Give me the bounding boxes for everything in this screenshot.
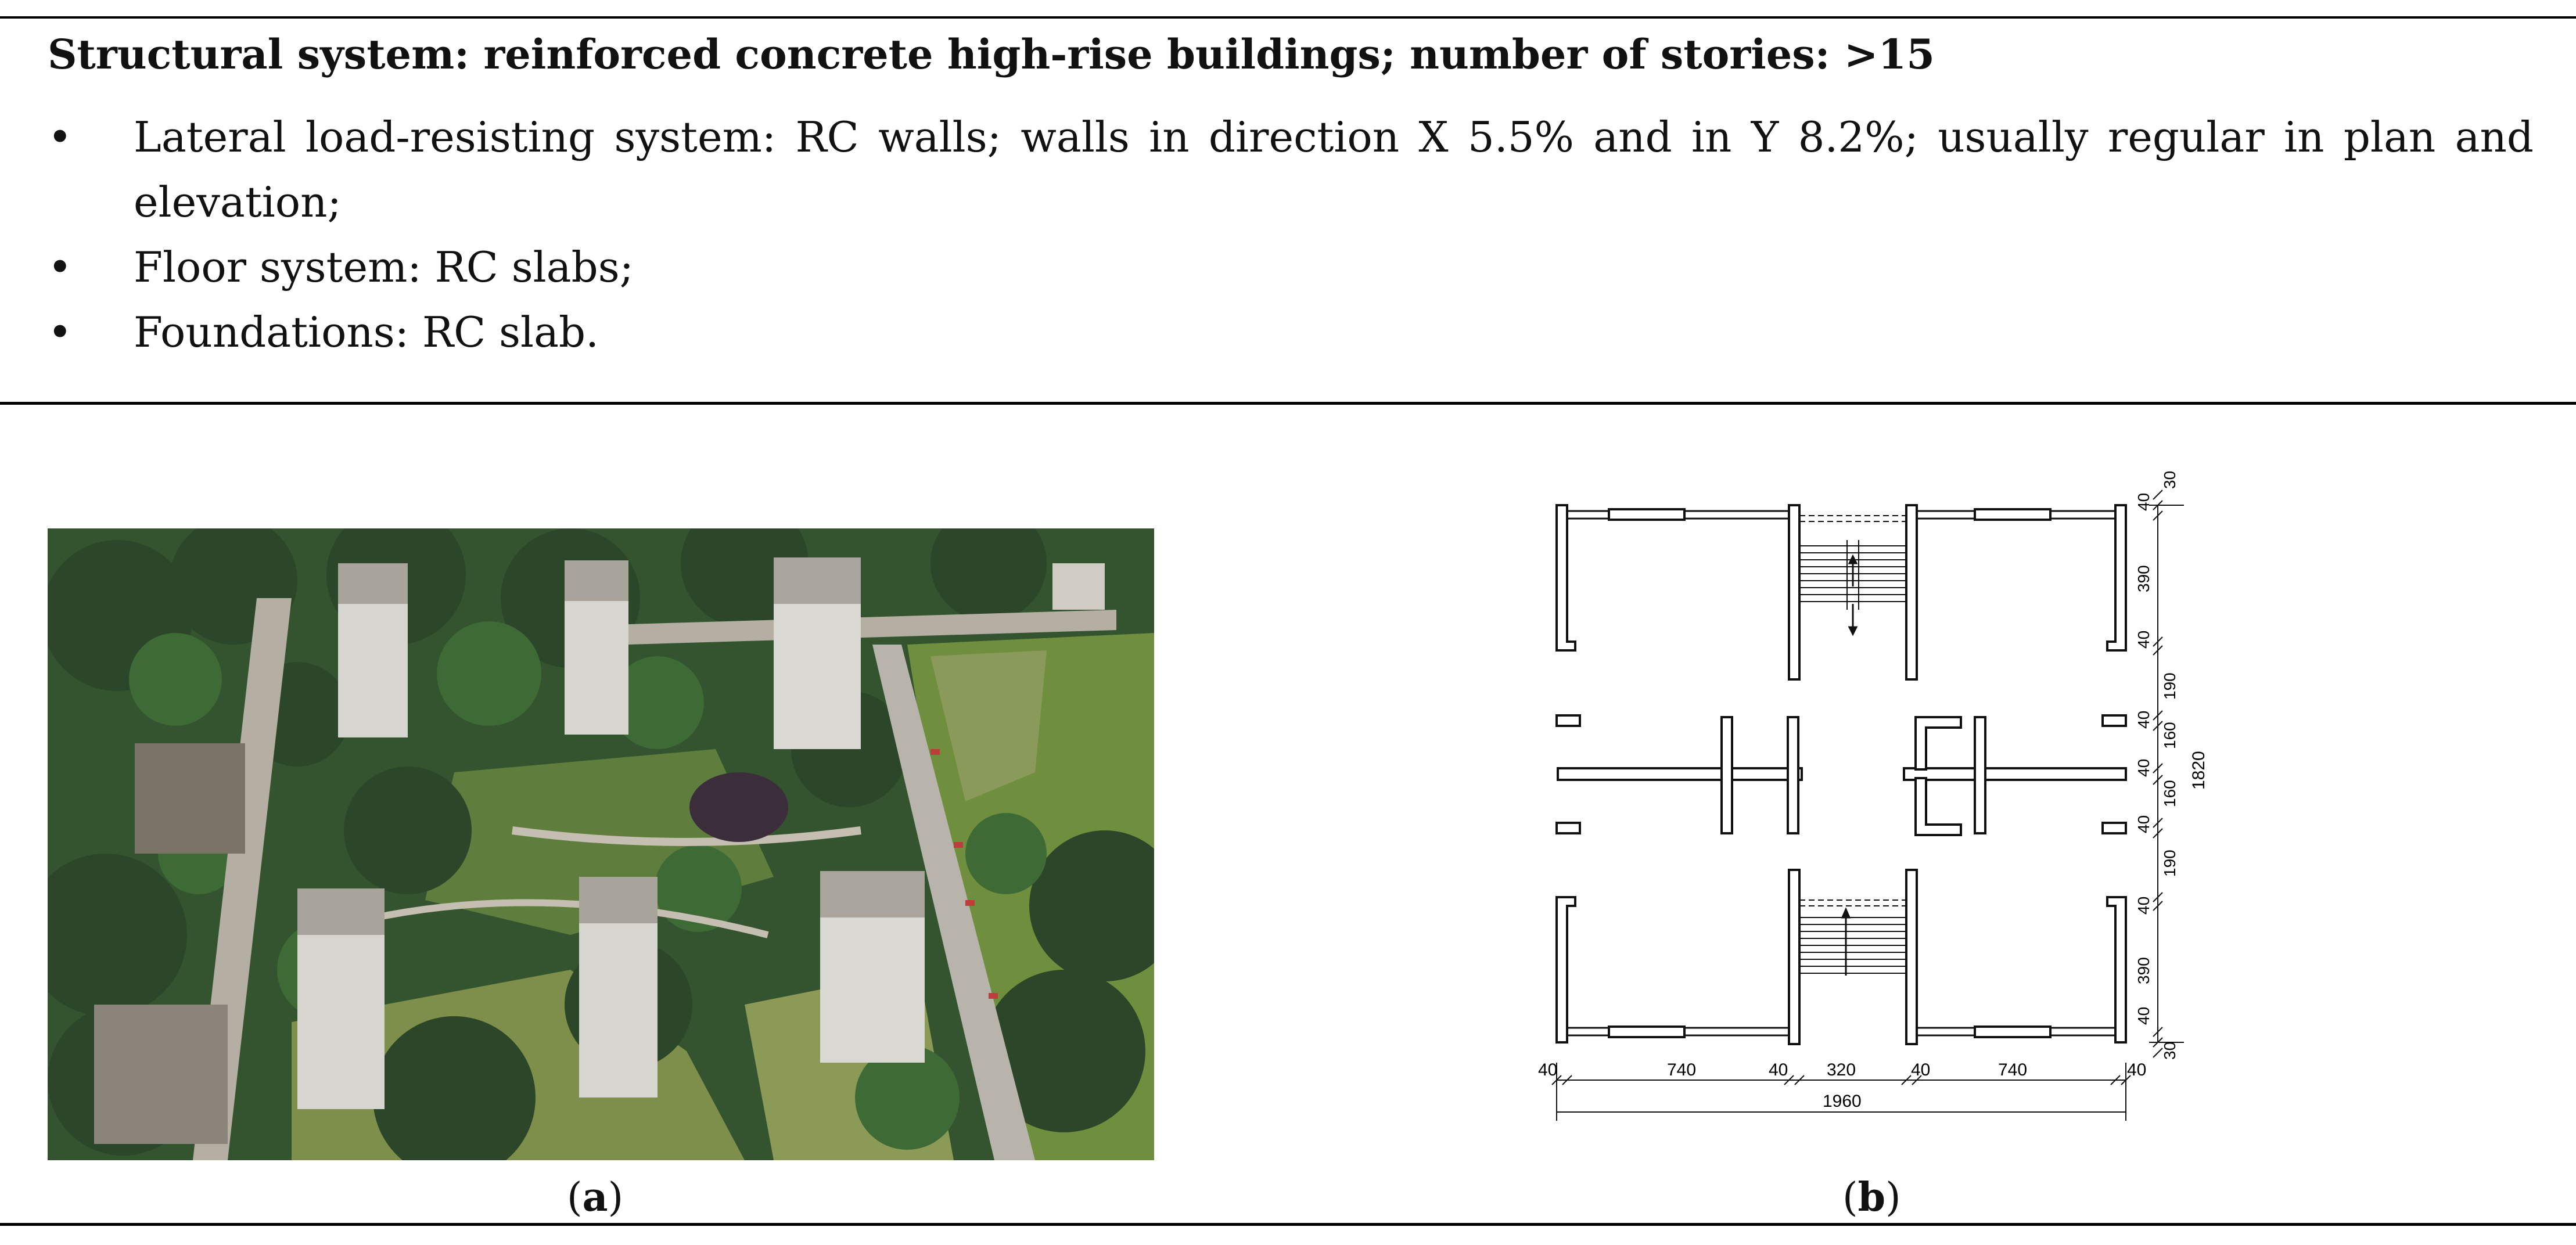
dim-label-right: 190 [2161, 672, 2179, 700]
dim-label-right: 40 [2135, 758, 2153, 777]
dim-label-right: 40 [2135, 815, 2153, 833]
dim-label-right: 190 [2161, 850, 2179, 877]
dim-label-right: 40 [2135, 710, 2153, 729]
dim-label-right: 40 [2135, 492, 2153, 511]
caption-paren-open: ( [567, 1175, 583, 1221]
dim-tick [2153, 490, 2162, 499]
caption-b-label: b [1858, 1174, 1886, 1221]
dim-label-right: 390 [2135, 957, 2153, 984]
dim-label-right: 160 [2161, 780, 2179, 807]
middle-rule [0, 402, 2576, 405]
dim-label-bottom: 40 [1769, 1060, 1788, 1080]
dim-label-right: 30 [2161, 470, 2179, 489]
dim-label-right: 160 [2161, 722, 2179, 749]
caption-paren-open: ( [1842, 1175, 1858, 1221]
dim-label-total-width: 1960 [1823, 1092, 1862, 1111]
dim-label-right: 40 [2135, 1006, 2153, 1025]
caption-a [567, 1174, 623, 1221]
structural-system-heading: Structural system: reinforced concrete high-rise buildings; number of stories: >15 [48, 30, 1935, 78]
dim-label-bottom: 740 [1998, 1060, 2028, 1080]
property-list [48, 105, 2534, 365]
list-item [48, 300, 2534, 365]
caption-paren-close: ) [1885, 1175, 1901, 1221]
dim-label-right: 40 [2135, 896, 2153, 915]
bullet-icon: • [48, 113, 73, 161]
list-item [48, 235, 2534, 300]
dim-label-right: 40 [2135, 630, 2153, 649]
caption-a-label: a [582, 1174, 608, 1221]
dim-label-right: 390 [2135, 565, 2153, 592]
foundations-text: Foundations: RC slab. [134, 308, 599, 357]
floor-plan-drawing [1510, 453, 2265, 1185]
bullet-icon: • [48, 243, 73, 292]
bullet-icon: • [48, 308, 73, 357]
dim-label-total-height: 1820 [2189, 751, 2208, 790]
aerial-photo [48, 528, 1154, 1160]
lateral-system-text: Lateral load-resisting system: RC walls; walls in direction X 5.5% and in Y 8.2%; usually regular in plan and elevation; [134, 113, 2534, 226]
dim-label-bottom: 740 [1667, 1060, 1697, 1080]
top-rule [0, 16, 2576, 19]
list-item [48, 105, 2534, 235]
dim-label-bottom: 320 [1827, 1060, 1856, 1080]
dim-label-bottom: 40 [1911, 1060, 1931, 1080]
dim-label-bottom: 40 [2127, 1060, 2147, 1080]
floor-system-text: Floor system: RC slabs; [134, 243, 634, 292]
caption-b [1842, 1174, 1901, 1221]
bottom-rule [0, 1223, 2576, 1226]
dim-label-bottom: 40 [1538, 1060, 1558, 1080]
dim-label-right: 30 [2161, 1041, 2179, 1060]
caption-paren-close: ) [608, 1175, 624, 1221]
